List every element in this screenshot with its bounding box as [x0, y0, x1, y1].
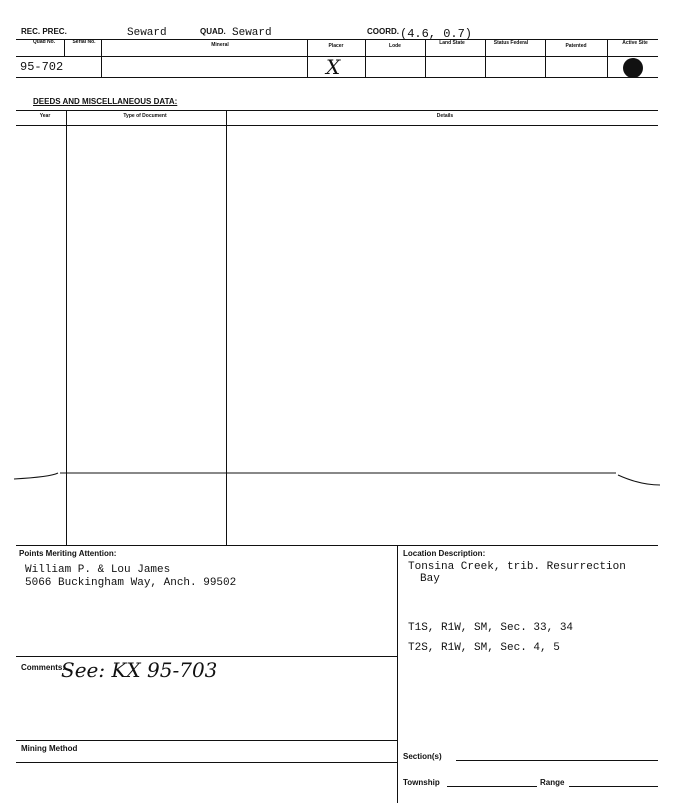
sections-label: Section(s) [403, 752, 442, 761]
points-line-2: 5066 Buckingham Way, Anch. 99502 [25, 577, 237, 589]
coord-label: COORD. [367, 27, 399, 36]
location-line-1: Tonsina Creek, trib. Resurrection [408, 561, 626, 573]
deeds-rule-bottom [16, 545, 658, 546]
col-patented: Patented [565, 43, 587, 49]
fold-crease [0, 465, 678, 495]
deeds-year-header: Year [39, 113, 51, 119]
hdr-divider-7 [545, 39, 546, 77]
col-lode: Lode [389, 43, 401, 49]
header-rule-top [16, 39, 658, 40]
location-line-3: T1S, R1W, SM, Sec. 33, 34 [408, 622, 574, 634]
col-land-status: Land State [439, 40, 465, 46]
hdr-divider-8 [607, 39, 608, 77]
location-label: Location Description: [403, 549, 486, 558]
township-label: Township [403, 778, 440, 787]
mining-bottom-rule [16, 762, 397, 763]
active-site-dot [623, 58, 643, 78]
mining-rule [16, 740, 397, 741]
points-label: Points Meriting Attention: [19, 549, 117, 558]
deeds-rule-top [16, 110, 658, 111]
points-line-1: William P. & Lou James [25, 564, 171, 576]
placer-check-mark: X [326, 55, 341, 79]
coord-value: (4.6, 0.7) [400, 27, 473, 41]
hdr-divider-5 [425, 39, 426, 77]
deeds-title: DEEDS AND MISCELLANEOUS DATA: [33, 97, 178, 106]
sections-line [456, 760, 658, 761]
col-status-federal: Status Federal [493, 40, 529, 46]
hdr-divider-1 [64, 39, 65, 56]
col-mineral: Mineral [211, 42, 229, 48]
location-line-4: T2S, R1W, SM, Sec. 4, 5 [408, 642, 560, 654]
deeds-details-header: Details [436, 113, 454, 119]
range-label: Range [540, 778, 565, 787]
col-placer: Placer [328, 43, 344, 49]
range-line [569, 786, 658, 787]
hdr-divider-3 [307, 39, 308, 77]
comments-label: Comments: [21, 663, 66, 672]
col-quad-no: Quad No. [32, 39, 56, 45]
quad-label: QUAD. [200, 27, 226, 36]
comments-rule [16, 656, 397, 657]
hdr-divider-6 [485, 39, 486, 77]
quad-serial-value: 95-702 [20, 60, 64, 74]
comments-handwritten: See: KX 95-703 [61, 658, 218, 682]
lower-center-divider [397, 545, 398, 803]
location-line-2: Bay [420, 573, 440, 585]
hdr-divider-4 [365, 39, 366, 77]
deeds-rule-header [16, 125, 658, 126]
rec-prec-label: REC. PREC. [21, 27, 67, 36]
col-serial-no: Serial No. [72, 39, 96, 45]
col-active-site: Active Site [622, 40, 648, 46]
township-line [447, 786, 537, 787]
mining-method-label: Mining Method [21, 744, 78, 753]
deeds-type-header: Type of Document [123, 113, 167, 119]
hdr-divider-2 [101, 39, 102, 77]
quad-value: Seward [232, 27, 272, 39]
rec-prec-value: Seward [127, 27, 167, 39]
